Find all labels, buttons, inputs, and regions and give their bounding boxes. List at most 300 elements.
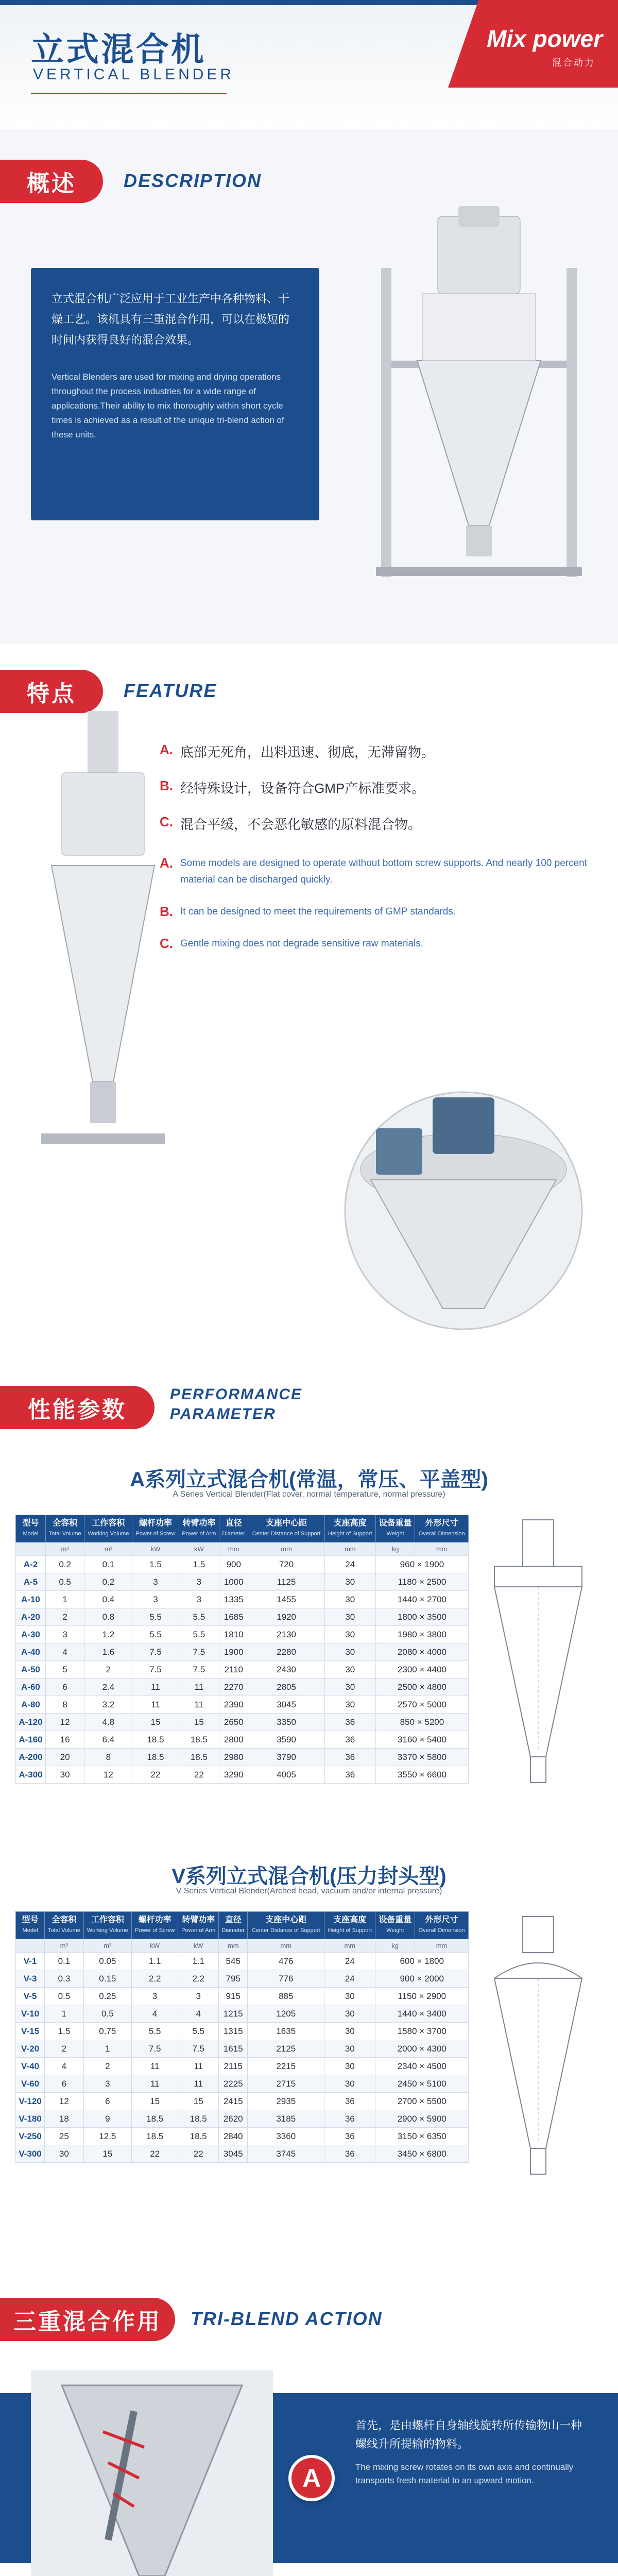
table-cell: 1615: [219, 2040, 248, 2058]
header-label-cn: 全容积: [53, 1519, 78, 1528]
table-cell: 6.4: [84, 1731, 132, 1749]
triblend-section: [0, 2282, 618, 2576]
table-cell: 30: [324, 1573, 375, 1591]
table-cell: 900: [219, 1556, 248, 1573]
unit-cell: m³: [83, 1939, 131, 1953]
table-cell: 3045: [219, 2145, 248, 2163]
header: [0, 0, 618, 129]
header-label-cn: 设备重量: [379, 1519, 412, 1528]
header-label-cn: 支座高度: [333, 1519, 367, 1528]
table-cell: 2.2: [178, 1970, 219, 1988]
table-header-cell: [248, 1912, 324, 1939]
table-cell: 15: [178, 2093, 219, 2110]
table-cell: 0.4: [84, 1591, 132, 1608]
table-cell: 30: [324, 2058, 375, 2075]
table-cell: 12: [45, 2093, 84, 2110]
table-cell: 3290: [219, 1766, 248, 1784]
table-cell: 2340 × 4500: [375, 2058, 469, 2075]
table-cell: 1.2: [84, 1626, 132, 1643]
table-cell: 2225: [219, 2075, 248, 2093]
table-cell: 2390: [219, 1696, 248, 1714]
table-row: [16, 1591, 469, 1608]
table-cell: 36: [324, 2093, 375, 2110]
table-cell: 18.5: [132, 1731, 179, 1749]
table-row: [16, 1731, 469, 1749]
table-cell: 795: [219, 1970, 248, 1988]
table-cell: 18.5: [178, 2110, 219, 2128]
table-cell: 1: [45, 2005, 84, 2023]
table-cell: 2000 × 4300: [375, 2040, 469, 2058]
performance-section: [0, 1365, 618, 2282]
header-label-en: Height of Support: [328, 1531, 372, 1537]
table-cell: 30: [324, 1679, 375, 1696]
model-cell: V-180: [16, 2110, 45, 2128]
unit-cell: mm: [324, 1543, 375, 1556]
table-cell: 36: [324, 1766, 375, 1784]
model-cell: V-300: [16, 2145, 45, 2163]
table-row: [16, 2023, 469, 2040]
table-cell: 2280: [248, 1643, 324, 1661]
table-cell: 850 × 5200: [375, 1714, 468, 1731]
table-cell: 7.5: [132, 1661, 179, 1679]
table-cell: 4: [178, 2005, 219, 2023]
table-cell: 2300 × 4400: [375, 1661, 468, 1679]
unit-cell: mm: [219, 1543, 248, 1556]
feature-text-cn: 混合平缓，不会恶化敏感的原料混合物。: [180, 817, 422, 832]
table-cell: 5.5: [132, 1608, 179, 1626]
table-cell: 5.5: [179, 1608, 219, 1626]
header-label-en: Diameter: [221, 1927, 245, 1934]
table-row: [16, 2145, 469, 2163]
table-header-cell: [219, 1515, 248, 1543]
unit-cell: kW: [179, 1543, 219, 1556]
table-cell: 20: [45, 1749, 84, 1766]
table-cell: 1205: [248, 2005, 324, 2023]
table-cell: 2115: [219, 2058, 248, 2075]
header-label-cn: 直径: [225, 1519, 242, 1528]
table-cell: 0.25: [83, 1988, 131, 2005]
table-cell: 1335: [219, 1591, 248, 1608]
table-a-wrapper: [15, 1515, 603, 1784]
overview-section: [0, 129, 618, 644]
model-cell: A-60: [16, 1679, 46, 1696]
unit-cell: [16, 1939, 45, 1953]
table-cell: 30: [324, 1626, 375, 1643]
unit-cell: kg: [375, 1939, 415, 1953]
unit-row: [16, 1543, 469, 1556]
table-header-cell: [16, 1515, 46, 1543]
table-cell: 885: [248, 1988, 324, 2005]
table-cell: 7.5: [179, 1661, 219, 1679]
table-cell: 1.1: [178, 1953, 219, 1970]
header-label-en: Weight: [386, 1927, 404, 1934]
header-label-en: Power of Arm: [182, 1531, 216, 1537]
table-cell: 0.15: [83, 1970, 131, 1988]
table-cell: 6: [45, 2075, 84, 2093]
feature-list-cn: [160, 742, 597, 835]
model-cell: V-3: [16, 1970, 45, 1988]
model-cell: V-20: [16, 2040, 45, 2058]
table-cell: 12.5: [83, 2128, 131, 2145]
a-series-schematic: [474, 1515, 603, 1803]
unit-cell: mm: [219, 1939, 248, 1953]
table-cell: 2650: [219, 1714, 248, 1731]
table-v-wrapper: [15, 1911, 603, 2163]
table-cell: 1.5: [132, 1556, 179, 1573]
model-cell: A-20: [16, 1608, 46, 1626]
unit-cell: mm: [415, 1939, 469, 1953]
table-cell: 5.5: [132, 2023, 178, 2040]
table-cell: 1.1: [132, 1953, 178, 1970]
table-cell: 0.75: [83, 2023, 131, 2040]
table-cell: 36: [324, 2110, 375, 2128]
table-cell: 3350: [248, 1714, 324, 1731]
table-cell: 30: [45, 2145, 84, 2163]
unit-cell: kg: [375, 1543, 415, 1556]
model-cell: V-1: [16, 1953, 45, 1970]
features-heading: 特点: [0, 670, 103, 713]
table-cell: 22: [132, 2145, 178, 2163]
table-cell: 1455: [248, 1591, 324, 1608]
table-cell: 3450 × 6800: [375, 2145, 469, 2163]
feature-list-en: [160, 855, 597, 952]
table-cell: 18.5: [132, 2128, 178, 2145]
table-cell: 18.5: [179, 1731, 219, 1749]
table-row: [16, 1953, 469, 1970]
table-cell: 1635: [248, 2023, 324, 2040]
page-title: 立式混合机: [31, 31, 206, 68]
overview-heading-en: DESCRIPTION: [124, 170, 262, 191]
table-cell: 2980: [219, 1749, 248, 1766]
table-cell: 30: [324, 2005, 375, 2023]
model-cell: A-50: [16, 1661, 46, 1679]
feature-text-en: Gentle mixing does not degrade sensitive raw materials.: [180, 938, 424, 949]
features-heading-en: FEATURE: [124, 680, 217, 701]
table-cell: 24: [324, 1970, 375, 1988]
table-cell: 1440 × 3400: [375, 2005, 469, 2023]
table-cell: 2.4: [84, 1679, 132, 1696]
table-cell: 476: [248, 1953, 324, 1970]
table-cell: 1900: [219, 1643, 248, 1661]
table-cell: 2840: [219, 2128, 248, 2145]
table-cell: 4: [132, 2005, 178, 2023]
table-cell: 2430: [248, 1661, 324, 1679]
table-cell: 3: [179, 1573, 219, 1591]
header-label-cn: 支座中心距: [266, 1519, 307, 1528]
header-label-en: Height of Support: [328, 1927, 372, 1934]
header-label-en: Diameter: [222, 1531, 246, 1537]
model-cell: V-40: [16, 2058, 45, 2075]
table-header-cell: [45, 1515, 84, 1543]
table-cell: 4005: [248, 1766, 324, 1784]
overview-body-en: Vertical Blenders are used for mixing and drying operations throughout the process industries for a wide range of applications.Their ability to mix thoroughly within short cycle times is achieved as a result of the unique tri-blend action of these units.: [52, 372, 284, 439]
table-v-subtitle: V Series Vertical Blender(Arched head, vacuum and/or internal pressure): [176, 1887, 442, 1895]
table-cell: 4: [45, 1643, 84, 1661]
header-label-cn: 全容积: [52, 1916, 77, 1924]
table-row: [16, 2093, 469, 2110]
table-cell: 6: [45, 1679, 84, 1696]
table-cell: 4: [45, 2058, 84, 2075]
step-text: [355, 2416, 592, 2487]
table-cell: 7.5: [179, 1643, 219, 1661]
table-row: [16, 1696, 469, 1714]
model-cell: A-80: [16, 1696, 46, 1714]
table-cell: 2: [45, 2040, 84, 2058]
table-row: [16, 1766, 469, 1784]
model-cell: A-10: [16, 1591, 46, 1608]
feature-list: [160, 742, 597, 968]
page-subtitle: VERTICAL BLENDER: [33, 66, 235, 83]
unit-cell: mm: [324, 1939, 375, 1953]
header-label-cn: 直径: [225, 1916, 242, 1924]
table-row: [16, 1608, 469, 1626]
table-cell: 3370 × 5800: [375, 1749, 468, 1766]
table-cell: 900 × 2000: [375, 1970, 469, 1988]
table-cell: 2080 × 4000: [375, 1643, 468, 1661]
table-cell: 0.8: [84, 1608, 132, 1626]
unit-cell: m³: [45, 1939, 84, 1953]
table-cell: 2620: [219, 2110, 248, 2128]
header-label-cn: 工作容积: [92, 1519, 125, 1528]
table-cell: 3: [132, 1988, 178, 2005]
table-header-cell: [415, 1515, 469, 1543]
table-cell: 15: [83, 2145, 131, 2163]
table-cell: 36: [324, 1749, 375, 1766]
table-cell: 36: [324, 2128, 375, 2145]
table-cell: 30: [324, 2023, 375, 2040]
table-cell: 22: [132, 1766, 179, 1784]
feature-item: [160, 855, 597, 888]
table-cell: 600 × 1800: [375, 1953, 469, 1970]
table-cell: 1980 × 3800: [375, 1626, 468, 1643]
table-cell: 3: [178, 1988, 219, 2005]
unit-cell: [16, 1543, 46, 1556]
table-cell: 30: [324, 1988, 375, 2005]
table-cell: 3745: [248, 2145, 324, 2163]
table-cell: 2215: [248, 2058, 324, 2075]
unit-cell: mm: [415, 1543, 469, 1556]
table-row: [16, 1988, 469, 2005]
cone-diagram-a: [31, 2370, 273, 2576]
model-cell: V-5: [16, 1988, 45, 2005]
feature-letter: B.: [160, 904, 173, 919]
model-cell: A-300: [16, 1766, 46, 1784]
table-cell: 22: [178, 2145, 219, 2163]
feature-item: [160, 778, 597, 799]
header-label-en: Total Volume: [48, 1531, 81, 1537]
header-label-en: Total Volume: [47, 1927, 80, 1934]
header-label-en: Center Distance of Support: [252, 1531, 321, 1537]
table-row: [16, 1573, 469, 1591]
header-label-en: Overall Dimension: [418, 1531, 465, 1537]
table-cell: 2800: [219, 1731, 248, 1749]
header-label-cn: 转臂功率: [182, 1519, 216, 1528]
table-cell: 30: [324, 1661, 375, 1679]
table-cell: 3790: [248, 1749, 324, 1766]
table-cell: 2450 × 5100: [375, 2075, 469, 2093]
table-row: [16, 2110, 469, 2128]
table-cell: 11: [178, 2075, 219, 2093]
table-cell: 15: [179, 1714, 219, 1731]
table-cell: 0.5: [83, 2005, 131, 2023]
table-header-cell: [415, 1912, 469, 1939]
overview-heading: 概述: [0, 160, 103, 203]
table-cell: 18.5: [179, 1749, 219, 1766]
table-cell: 3: [83, 2075, 131, 2093]
unit-cell: kW: [132, 1939, 178, 1953]
table-header-cell: [84, 1515, 132, 1543]
feature-item: [160, 904, 597, 920]
table-header-cell: [375, 1912, 415, 1939]
table-row: [16, 2058, 469, 2075]
table-cell: 3.2: [84, 1696, 132, 1714]
table-cell: 915: [219, 1988, 248, 2005]
table-header-cell: [248, 1515, 324, 1543]
table-cell: 2900 × 5900: [375, 2110, 469, 2128]
header-label-en: Model: [22, 1927, 38, 1934]
table-cell: 30: [324, 1591, 375, 1608]
table-cell: 30: [324, 2075, 375, 2093]
header-label-cn: 转臂功率: [182, 1916, 215, 1924]
unit-cell: mm: [248, 1939, 324, 1953]
table-cell: 720: [248, 1556, 324, 1573]
table-cell: 3: [132, 1591, 179, 1608]
table-header-cell: [324, 1515, 375, 1543]
table-cell: 11: [132, 1679, 179, 1696]
model-cell: A-2: [16, 1556, 46, 1573]
features-section: [0, 644, 618, 1365]
header-label-cn: 螺杆功率: [139, 1519, 173, 1528]
table-cell: 22: [179, 1766, 219, 1784]
table-cell: 11: [132, 1696, 179, 1714]
model-cell: V-10: [16, 2005, 45, 2023]
header-label-en: Overall Dimension: [418, 1927, 465, 1934]
table-cell: 1800 × 3500: [375, 1608, 468, 1626]
table-cell: 3: [132, 1573, 179, 1591]
step-text-en: The mixing screw rotates on its own axis and continually transports fresh material to an upward motion.: [355, 2462, 574, 2485]
table-cell: 5.5: [132, 1626, 179, 1643]
table-cell: 6: [83, 2093, 131, 2110]
table-a-subtitle: A Series Vertical Blender(Flat cover, normal temperature, normal pressure): [173, 1490, 445, 1499]
table-header-cell: [132, 1515, 179, 1543]
table-a-title: A系列立式混合机(常温，常压、平盖型): [130, 1468, 488, 1491]
table-header-cell: [178, 1912, 219, 1939]
table-cell: 0.2: [84, 1573, 132, 1591]
header-label-en: Model: [23, 1531, 39, 1537]
table-cell: 36: [324, 2145, 375, 2163]
table-cell: 3: [179, 1591, 219, 1608]
model-cell: A-5: [16, 1573, 46, 1591]
table-cell: 11: [179, 1679, 219, 1696]
unit-cell: kW: [178, 1939, 219, 1953]
model-cell: V-15: [16, 2023, 45, 2040]
table-cell: 1180 × 2500: [375, 1573, 468, 1591]
table-cell: 30: [324, 1643, 375, 1661]
blender-closeup-illustration: [330, 1066, 597, 1334]
feature-letter: B.: [160, 778, 173, 793]
header-label-cn: 型号: [22, 1916, 39, 1924]
table-cell: 2: [45, 1608, 84, 1626]
feature-item: [160, 814, 597, 835]
header-label-cn: 型号: [22, 1519, 39, 1528]
overview-body-cn: 立式混合机广泛应用于工业生产中各种物料、干燥工艺。该机具有三重混合作用，可以在极短的时间内获得良好的混合效果。: [52, 292, 290, 346]
table-cell: 3160 × 5400: [375, 1731, 468, 1749]
unit-row: [16, 1939, 469, 1953]
table-row: [16, 1626, 469, 1643]
header-label-cn: 工作容积: [91, 1916, 124, 1924]
table-cell: 2935: [248, 2093, 324, 2110]
table-cell: 0.3: [45, 1970, 84, 1988]
feature-text-cn: 底部无死角，出料迅速、彻底，无滞留物。: [180, 744, 435, 760]
table-cell: 15: [132, 1714, 179, 1731]
table-cell: 1.5: [179, 1556, 219, 1573]
header-label-en: Working Volume: [87, 1927, 128, 1934]
table-row: [16, 2075, 469, 2093]
header-label-cn: 螺杆功率: [138, 1916, 171, 1924]
table-cell: 12: [45, 1714, 84, 1731]
table-cell: 3150 × 6350: [375, 2128, 469, 2145]
feature-item: [160, 936, 597, 952]
table-row: [16, 2040, 469, 2058]
table-cell: 8: [84, 1749, 132, 1766]
unit-cell: kW: [132, 1543, 179, 1556]
triblend-heading: 三重混合作用: [0, 2298, 175, 2341]
table-cell: 3550 × 6600: [375, 1766, 468, 1784]
table-cell: 36: [324, 1731, 375, 1749]
header-label-en: Working Volume: [88, 1531, 129, 1537]
table-cell: 2125: [248, 2040, 324, 2058]
table-cell: 5: [45, 1661, 84, 1679]
table-cell: 12: [84, 1766, 132, 1784]
table-header-cell: [132, 1912, 178, 1939]
table-cell: 1.6: [84, 1643, 132, 1661]
table-row: [16, 1661, 469, 1679]
model-cell: V-250: [16, 2128, 45, 2145]
table-cell: 4.8: [84, 1714, 132, 1731]
table-cell: 2500 × 4800: [375, 1679, 468, 1696]
table-cell: 3045: [248, 1696, 324, 1714]
table-cell: 2: [83, 2058, 131, 2075]
table-header-cell: [16, 1912, 45, 1939]
triblend-step: [0, 2370, 618, 2576]
table-cell: 1000: [219, 1573, 248, 1591]
model-cell: A-30: [16, 1626, 46, 1643]
table-row: [16, 1679, 469, 1696]
table-header-cell: [45, 1912, 84, 1939]
vertical-blender-illustration: [360, 206, 597, 598]
table-cell: 1440 × 2700: [375, 1591, 468, 1608]
table-cell: 5.5: [178, 2023, 219, 2040]
table-cell: 2130: [248, 1626, 324, 1643]
table-cell: 0.1: [45, 1953, 84, 1970]
table-cell: 36: [324, 1714, 375, 1731]
model-cell: V-60: [16, 2075, 45, 2093]
table-cell: 2805: [248, 1679, 324, 1696]
table-row: [16, 1556, 469, 1573]
overview-card: [31, 268, 319, 520]
table-cell: 1685: [219, 1608, 248, 1626]
model-cell: V-120: [16, 2093, 45, 2110]
header-label-cn: 外形尺寸: [425, 1916, 458, 1924]
table-cell: 1: [83, 2040, 131, 2058]
table-cell: 0.05: [83, 1953, 131, 1970]
table-cell: 1215: [219, 2005, 248, 2023]
model-cell: A-200: [16, 1749, 46, 1766]
header-label-en: Power of Arm: [181, 1927, 216, 1934]
table-cell: 2570 × 5000: [375, 1696, 468, 1714]
table-cell: 1315: [219, 2023, 248, 2040]
table-cell: 24: [324, 1556, 375, 1573]
